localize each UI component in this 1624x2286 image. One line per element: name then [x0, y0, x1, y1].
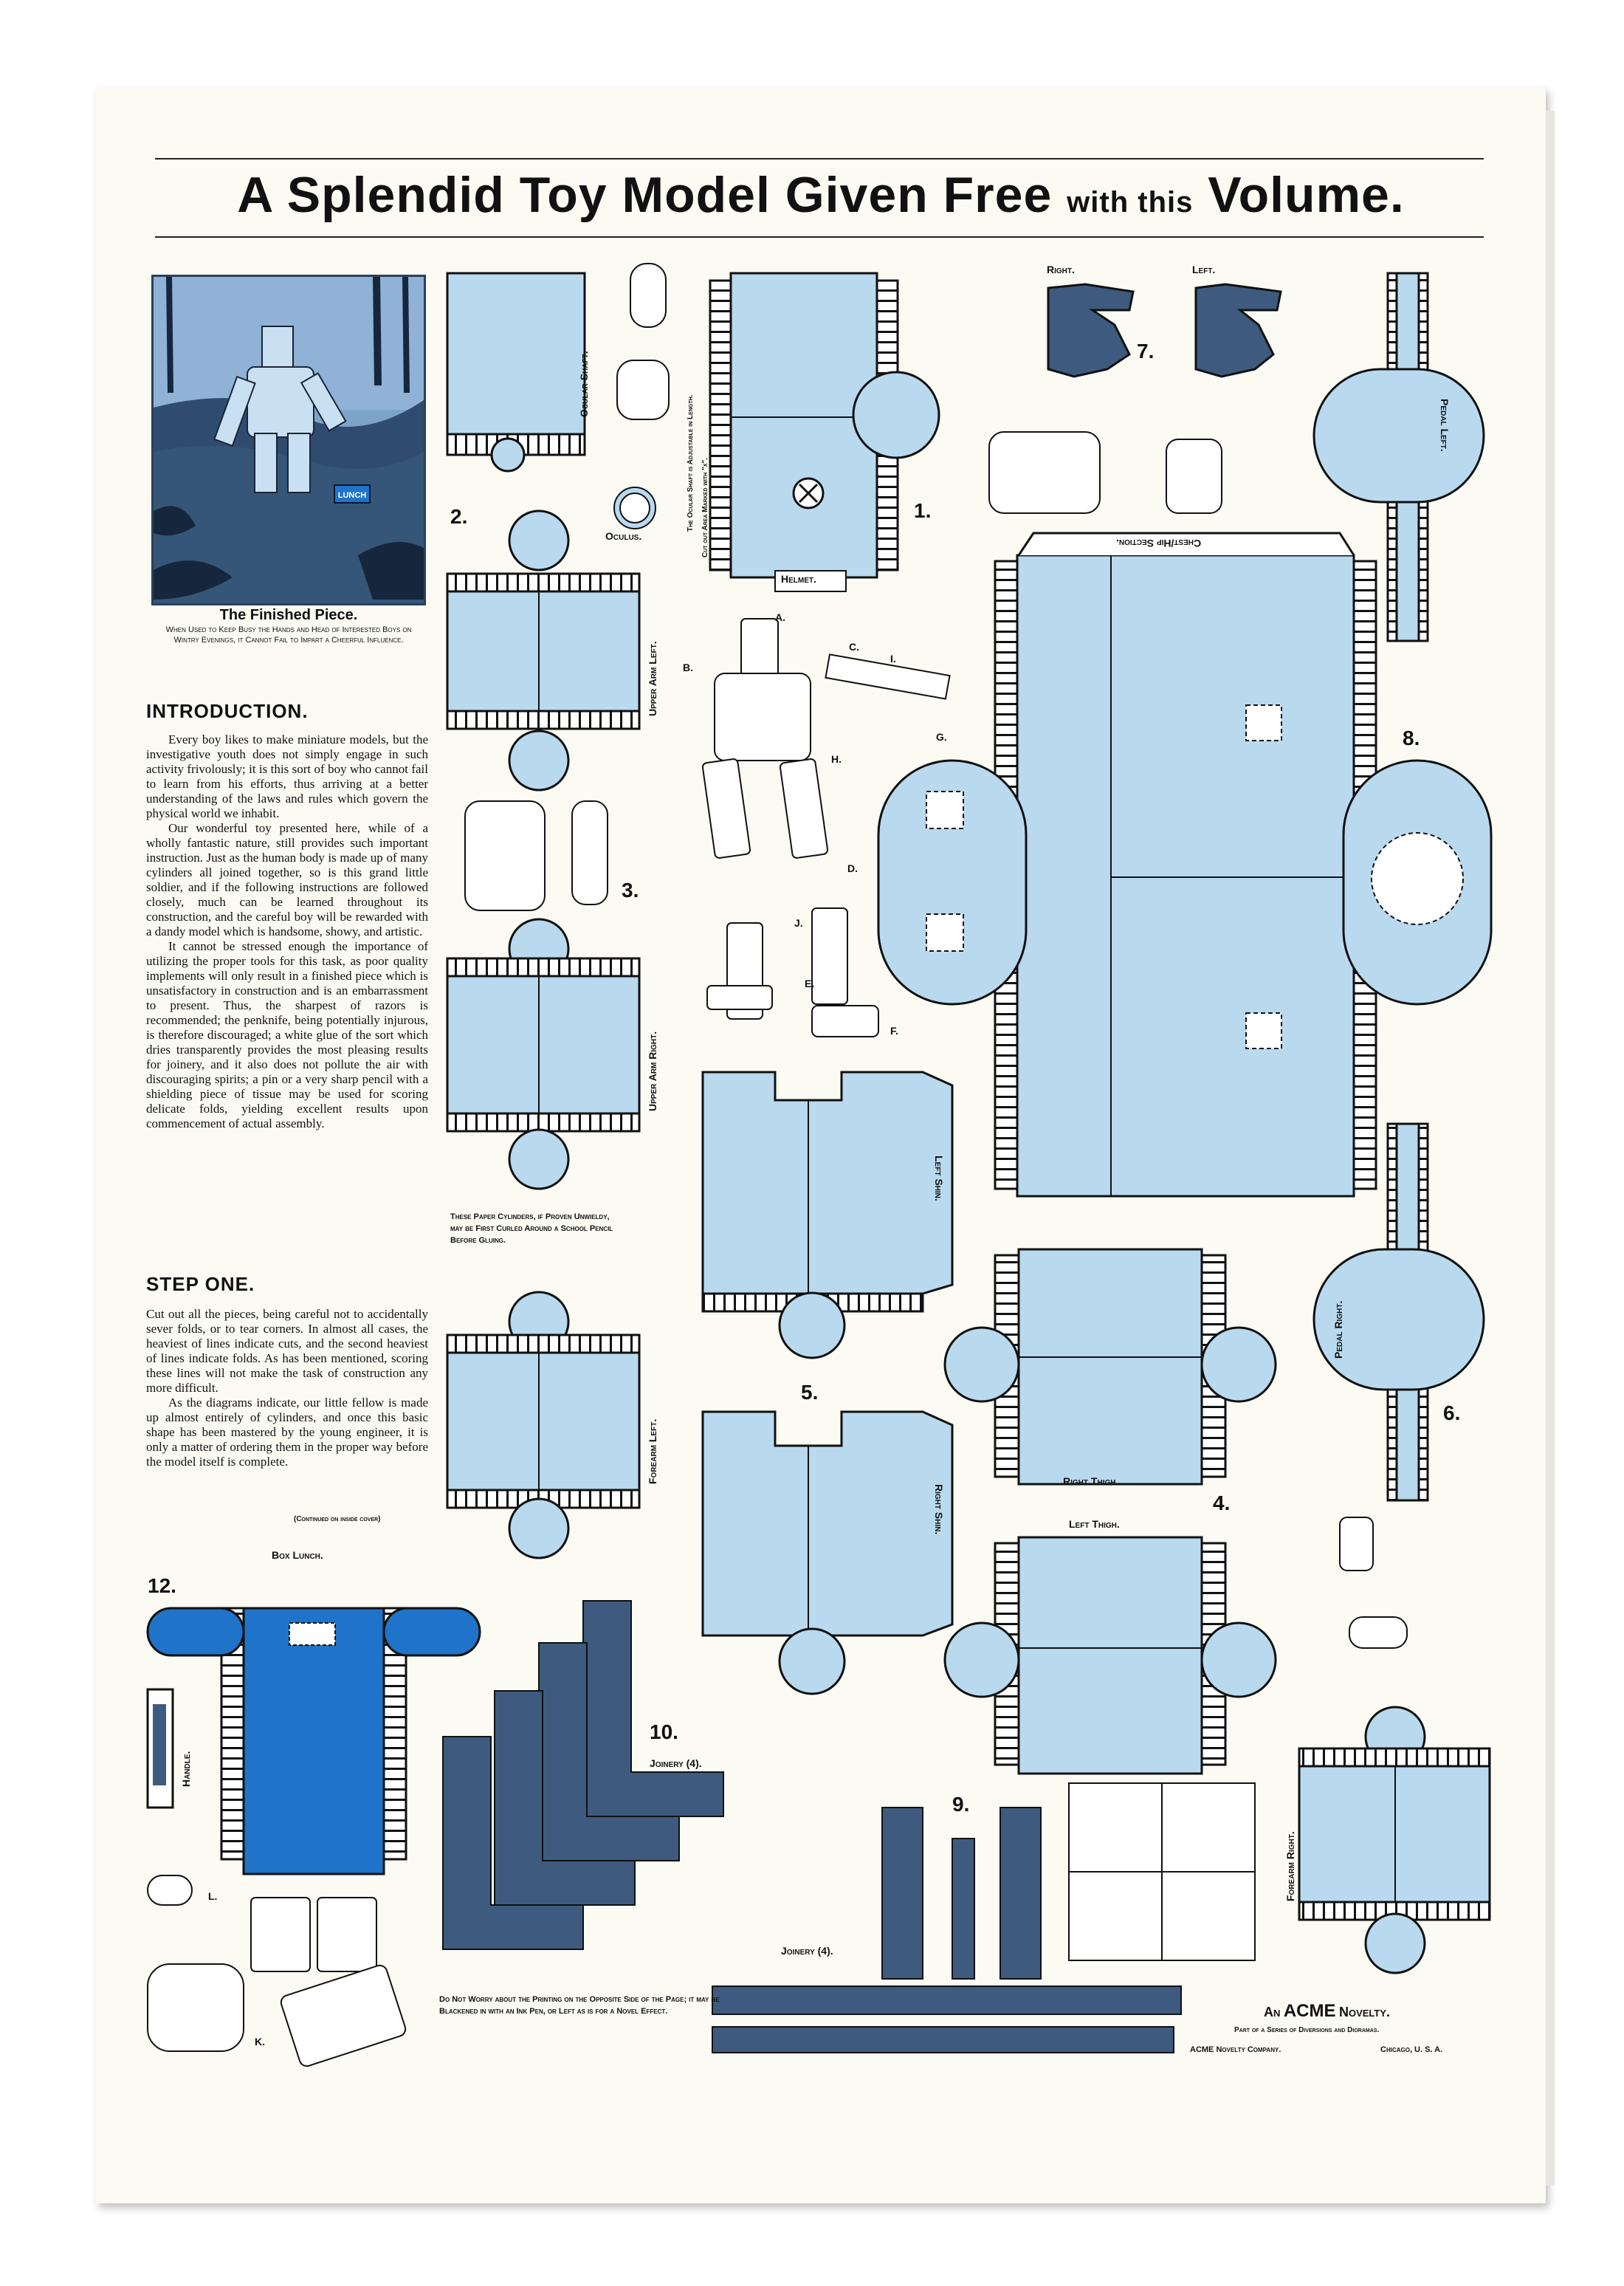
step-paragraph: As the diagrams indicate, our little fellow is made up almost entirely of cylinders, and once this basic shape has been mastered by the young engineer, it is only a matter of ordering them in the proper way before the model itself is complete.: [146, 1396, 428, 1469]
piece-number: 10.: [650, 1720, 678, 1743]
acme-footer: [1264, 2001, 1390, 2022]
hand-right-label: Right.: [1047, 264, 1075, 275]
piece-number: 5.: [801, 1381, 819, 1404]
left-thigh-label: Left Thigh.: [1069, 1518, 1120, 1530]
piece-number: 8.: [1403, 727, 1420, 749]
piece-number: 1.: [914, 499, 932, 522]
forearm-left-label: Forearm Left.: [647, 1418, 658, 1484]
diagram-letter: L.: [208, 1890, 218, 1902]
cylinder-note: These Paper Cylinders, if Proven Unwieldy, may be First Curled Around a School Pencil Before Gluing.: [450, 1212, 613, 1245]
intro-paragraph: Every boy likes to make miniature models, but the investigative youth does not simply engage in such activity frivolously; it is this sort of boy who cannot fail to learn from his efforts, thus arriving at a better understanding of the laws and rules which govern the physical world we inhabit.: [146, 732, 428, 820]
pedal-right-label: Pedal Right.: [1332, 1300, 1344, 1359]
cutout-note: Cut out Area Marked with "x".: [701, 458, 709, 557]
diagram-letter: E.: [805, 978, 815, 989]
acme-company: ACME Novelty Company.: [1190, 2045, 1281, 2054]
title-small: with this: [1067, 186, 1194, 219]
chest-hip-piece: [1017, 555, 1354, 1196]
forearm-right-label: Forearm Right.: [1284, 1831, 1296, 1901]
title-main-right: Volume.: [1208, 167, 1405, 223]
piece-number: 9.: [952, 1793, 970, 1816]
upper-arm-left-label: Upper Arm Left.: [647, 641, 658, 716]
diagram-letter: A.: [775, 611, 785, 623]
printing-note: Do Not Worry about the Printing on the Opposite Side of the Page; it may be Blackened in with an Ink Pen, or Left as is for a Novel Effect.: [439, 1995, 720, 2016]
diagram-letter: F.: [890, 1025, 898, 1037]
diagram-letter: J.: [794, 917, 803, 929]
title-main-left: A Splendid Toy Model Given Free: [237, 167, 1053, 223]
intro-paragraph: It cannot be stressed enough the importance of utilizing the proper tools for this task, as poor quality implements will only result in a finished piece which is unsatisfactory in construction and is an embarrassment to present. Thus, the sharpest of razors is recommended; the penknife, being potentially injurous, is therefore discouraged; a white glue of the sort which dries transparently provides the most pleasing results for joinery, and it also does not pollute the air with discouraging spirits; a pin or a very sharp pencil with a shielding piece of tissue may be used for scoring delicate folds, yielding excellent results upon commencement of actual assembly.: [146, 939, 428, 1130]
acme-brand: ACME: [1283, 2001, 1336, 2021]
step-paragraph: Cut out all the pieces, being careful not to accidentally sever folds, or to tear corners. In almost all cases, the heaviest of lines indicate cuts, and the second heaviest of lines indicate folds. As has been mentioned, scoring these lines will not make the task of construction any more difficult.: [146, 1307, 428, 1395]
diagram-letter: D.: [847, 862, 858, 874]
lunch-box-label: LUNCH: [337, 491, 367, 500]
acme-city: Chicago, U. S. A.: [1380, 2045, 1443, 2054]
piece-number: 2.: [450, 505, 468, 528]
helmet-label: Helmet.: [781, 573, 816, 585]
introduction-heading: INTRODUCTION.: [146, 700, 309, 722]
ocular-shaft-label: Ocular Shaft.: [578, 351, 590, 417]
hand-left-label: Left.: [1192, 264, 1216, 275]
ocular-note: The Ocular Shaft is Adjustable in Length.: [687, 394, 695, 532]
diagram-letter: I.: [890, 653, 896, 665]
chest-hip-label: Chest/Hip Section.: [1116, 538, 1202, 549]
diagram-letter: K.: [255, 2036, 265, 2048]
upper-arm-right-label: Upper Arm Right.: [647, 1031, 658, 1111]
box-lunch-label: Box Lunch.: [272, 1549, 323, 1561]
oculus-label: Oculus.: [605, 530, 642, 542]
acme-suffix: Novelty.: [1338, 2005, 1391, 2019]
finished-piece-subtitle: When Used to Keep Busy the Hands and Head of Interested Boys on Wintry Evenings, it Cannot Fail to Impart a Cheerful Influence.: [165, 625, 412, 645]
ocular-shaft-piece: [447, 273, 585, 434]
piece-number: 3.: [622, 879, 639, 902]
diagram-letter: G.: [936, 731, 947, 743]
right-shin-label: Right Shin.: [933, 1484, 945, 1535]
step-one-heading: STEP ONE.: [146, 1273, 255, 1295]
joinery-9-label: Joinery (4).: [781, 1945, 833, 1957]
acme-prefix: An: [1264, 2005, 1281, 2019]
joinery-10-label: Joinery (4).: [650, 1757, 702, 1769]
piece-number: 7.: [1137, 340, 1155, 363]
acme-series: Part of a Series of Diversions and Dioramas.: [1234, 2026, 1380, 2034]
piece-number: 4.: [1213, 1492, 1231, 1514]
finished-piece-title: The Finished Piece.: [219, 607, 358, 623]
continued-note: (Continued on inside cover): [294, 1515, 381, 1523]
diagram-letter: B.: [683, 662, 693, 673]
piece-number: 12.: [148, 1574, 176, 1597]
handle-label: Handle.: [180, 1751, 192, 1787]
left-shin-label: Left Shin.: [933, 1156, 945, 1201]
intro-paragraph: Our wonderful toy presented here, while of a wholly fantastic nature, still provides such important instruction. Just as the human body is made up of many cylinders all joined together, so is this grand little soldier, and if the following instructions are followed closely, much can be learned throughout its construction, and the careful boy will be rewarded with a dandy model which is handsome, showy, and artistic.: [146, 821, 428, 938]
diagram-letter: H.: [831, 753, 842, 765]
right-thigh-label: Right Thigh.: [1063, 1475, 1119, 1487]
diagram-letter: C.: [849, 641, 859, 653]
piece-number: 6.: [1443, 1401, 1461, 1424]
box-lunch-piece: [244, 1608, 384, 1874]
pedal-left-label: Pedal Left.: [1439, 399, 1451, 452]
